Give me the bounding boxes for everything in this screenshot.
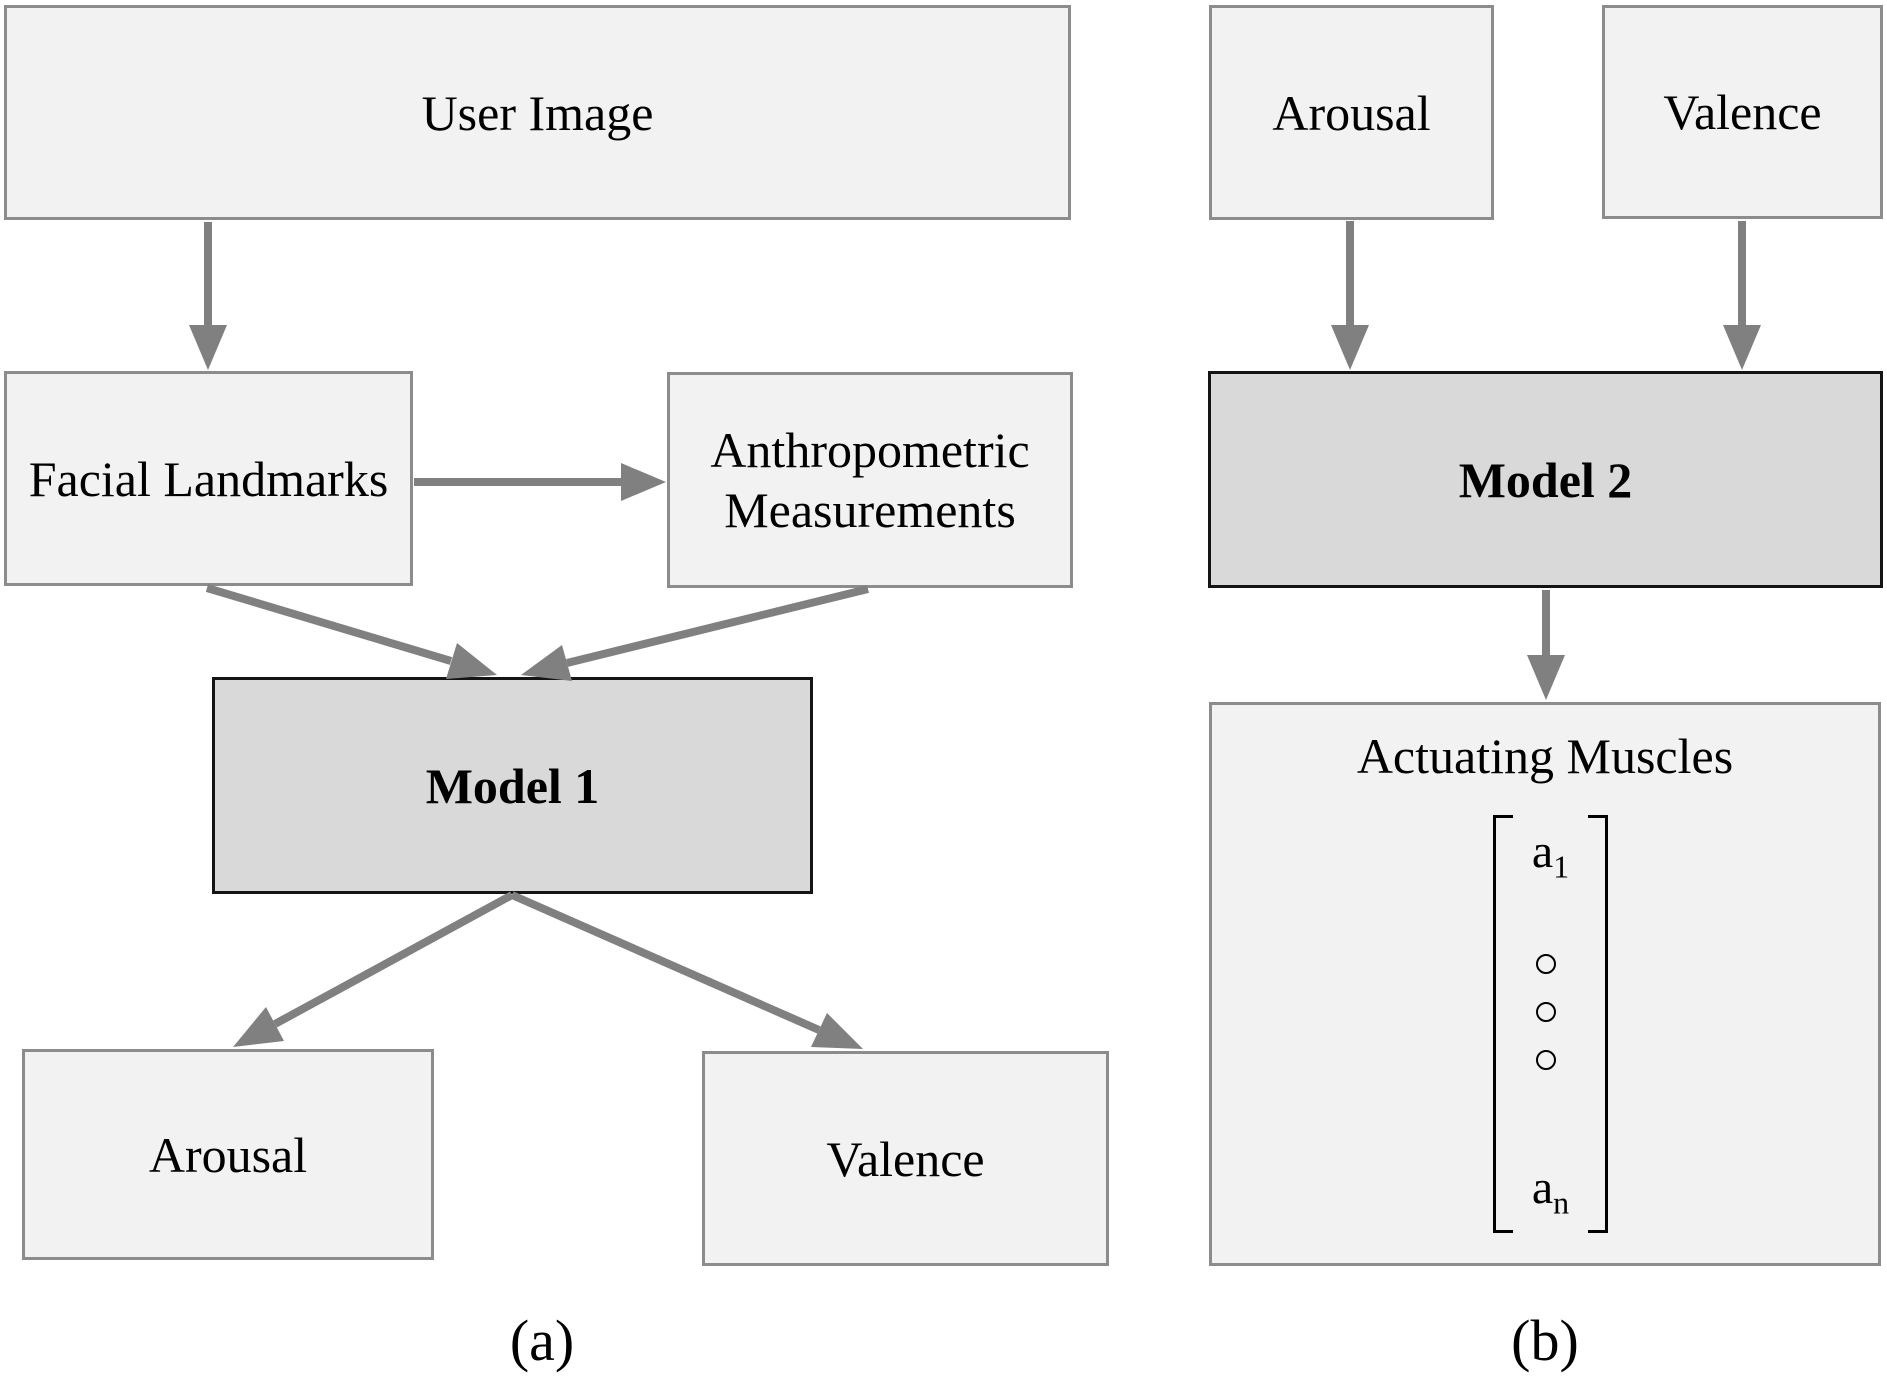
- node-valence-b: [1602, 5, 1883, 219]
- arrow-model-2-to-actuating-muscles: [1527, 590, 1565, 700]
- vector-entry-a1: [1493, 825, 1608, 885]
- vector-a1-symbol: a: [1531, 825, 1554, 878]
- arrow-anthropometric-to-model-1: [521, 589, 868, 681]
- arrow-arousal-b-to-model-2: [1331, 221, 1369, 370]
- node-facial-landmarks-label: Facial Landmarks: [28, 450, 389, 507]
- vector-entry-an: [1493, 1161, 1608, 1221]
- node-actuating-muscles-label: Actuating Muscles: [1356, 728, 1734, 784]
- ellipsis-circle-icon: [1536, 954, 1556, 974]
- vector-an-symbol: a: [1531, 1161, 1554, 1214]
- arrow-facial-landmarks-to-anthropometric: [414, 463, 666, 501]
- node-anthropometric-measurements-label: Anthropometric Measurements: [710, 422, 1030, 538]
- node-valence-b-label: Valence: [1663, 84, 1822, 140]
- caption-panel-a: (a): [509, 1308, 575, 1373]
- node-model-1-label: Model 1: [425, 757, 600, 814]
- node-arousal-b-label: Arousal: [1272, 84, 1431, 141]
- node-model-2-label: Model 2: [1458, 451, 1633, 508]
- vector-ellipsis: [1534, 954, 1558, 1070]
- node-valence-a-label: Valence: [826, 1130, 985, 1187]
- arrow-facial-landmarks-to-model-1: [207, 588, 497, 679]
- ellipsis-circle-icon: [1536, 1002, 1556, 1022]
- node-model-2: [1208, 371, 1883, 588]
- vector-a1-subscript: 1: [1553, 848, 1570, 885]
- node-arousal-b: [1209, 5, 1494, 220]
- caption-panel-b: (b): [1511, 1308, 1579, 1373]
- node-user-image-label: User Image: [421, 84, 654, 141]
- arrow-model-1-to-arousal: [233, 895, 512, 1047]
- node-user-image: [4, 5, 1071, 220]
- node-facial-landmarks: [4, 371, 413, 586]
- node-arousal-a: [22, 1049, 434, 1260]
- arrow-model-1-to-valence: [512, 895, 863, 1049]
- arrow-user-image-to-facial-landmarks: [189, 222, 227, 370]
- ellipsis-circle-icon: [1536, 1050, 1556, 1070]
- node-arousal-a-label: Arousal: [148, 1126, 308, 1183]
- node-valence-a: [702, 1051, 1109, 1266]
- node-anthropometric-measurements: [667, 372, 1073, 588]
- arrow-valence-b-to-model-2: [1723, 221, 1761, 370]
- vector-an-subscript: n: [1553, 1184, 1570, 1221]
- node-model-1: [212, 677, 813, 894]
